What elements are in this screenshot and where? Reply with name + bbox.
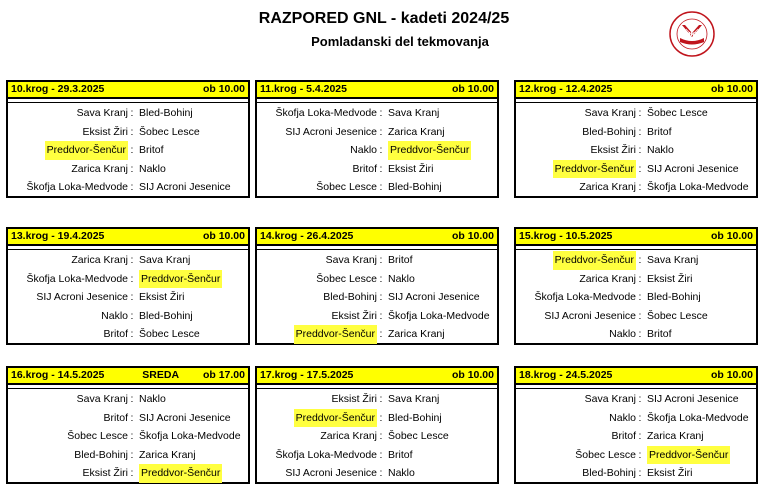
match-row <box>8 251 248 270</box>
away-team: Škofja Loka-Medvode <box>647 411 749 424</box>
away-team: Sava Kranj <box>139 254 191 266</box>
away-team: Bled-Bohinj <box>139 309 193 322</box>
mnz-logo-icon <box>669 11 715 57</box>
home-team: Britof <box>611 430 636 443</box>
page-subtitle: Pomladanski del tekmovanja <box>311 34 489 49</box>
match-separator: : <box>130 430 134 443</box>
home-team: SIJ Acroni Jesenice <box>285 467 377 480</box>
match-row <box>516 409 756 428</box>
away-team: Eksist Žiri <box>647 467 693 480</box>
home-team: Bled-Bohinj <box>323 291 377 304</box>
match-row <box>8 178 248 197</box>
away-team: Šobec Lesce <box>388 430 449 443</box>
match-row <box>516 446 756 465</box>
match-separator: : <box>379 254 383 266</box>
home-team: Zarica Kranj <box>320 430 377 443</box>
match-separator: : <box>130 181 134 194</box>
away-team: Zarica Kranj <box>139 448 196 461</box>
svg-text:MNZ: MNZ <box>685 32 699 38</box>
match-row <box>516 178 756 197</box>
match-separator: : <box>638 125 642 138</box>
round-label: 15.krog - 10.5.2025 <box>519 230 613 242</box>
round-label: 10.krog - 29.3.2025 <box>11 83 105 95</box>
round-header <box>516 368 756 385</box>
away-team: Sava Kranj <box>647 254 699 266</box>
home-team: Preddvor-Šenčur <box>294 325 377 344</box>
away-team: Bled-Bohinj <box>388 181 442 194</box>
match-row <box>8 446 248 465</box>
home-team: Šobec Lesce <box>316 181 377 194</box>
away-team: Preddvor-Šenčur <box>647 446 730 465</box>
match-row <box>8 270 248 289</box>
away-team: Bled-Bohinj <box>388 411 442 424</box>
match-separator: : <box>638 144 642 157</box>
home-team: Preddvor-Šenčur <box>294 409 377 428</box>
round-label: 16.krog - 14.5.2025 <box>11 369 105 381</box>
match-separator: : <box>638 272 642 285</box>
home-team: Sava Kranj <box>584 107 636 119</box>
match-row <box>516 325 756 344</box>
round-time: ob 10.00 <box>202 230 245 242</box>
round-label: 12.krog - 12.4.2025 <box>519 83 613 95</box>
away-team: Šobec Lesce <box>139 328 200 341</box>
home-team: Naklo <box>101 309 128 322</box>
home-team: Eksist Žiri <box>331 393 377 405</box>
round-label: 13.krog - 19.4.2025 <box>11 230 105 242</box>
match-separator: : <box>638 254 642 266</box>
round-header <box>516 229 756 246</box>
away-team: Britof <box>388 448 413 461</box>
match-separator: : <box>130 467 134 480</box>
match-separator: : <box>379 328 383 341</box>
round-time: ob 10.00 <box>451 369 494 381</box>
round-time: ob 17.00 <box>202 369 245 381</box>
match-row <box>516 464 756 483</box>
away-team: Zarica Kranj <box>647 430 704 443</box>
match-separator: : <box>130 309 134 322</box>
home-team: SIJ Acroni Jesenice <box>285 125 377 138</box>
round-header <box>8 368 248 385</box>
round-header <box>257 82 497 99</box>
match-separator: : <box>130 272 134 285</box>
match-separator: : <box>130 328 134 341</box>
match-row <box>516 251 756 270</box>
round-time: ob 10.00 <box>202 83 245 95</box>
home-team: Bled-Bohinj <box>582 125 636 138</box>
home-team: Sava Kranj <box>76 393 128 405</box>
match-row <box>8 325 248 344</box>
round-label: 11.krog - 5.4.2025 <box>260 83 347 95</box>
match-row <box>8 427 248 446</box>
match-separator: : <box>130 162 134 175</box>
away-team: Sava Kranj <box>388 107 440 119</box>
match-separator: : <box>379 107 383 119</box>
away-team: SIJ Acroni Jesenice <box>647 162 739 175</box>
round-label: 17.krog - 17.5.2025 <box>260 369 354 381</box>
match-separator: : <box>638 107 642 119</box>
home-team: Sava Kranj <box>584 393 636 405</box>
away-team: SIJ Acroni Jesenice <box>139 411 231 424</box>
match-separator: : <box>638 328 642 341</box>
away-team: SIJ Acroni Jesenice <box>647 393 739 405</box>
round-time: ob 10.00 <box>451 230 494 242</box>
home-team: Bled-Bohinj <box>74 448 128 461</box>
match-row <box>516 160 756 179</box>
home-team: Eksist Žiri <box>590 144 636 157</box>
away-team: Preddvor-Šenčur <box>139 270 222 289</box>
match-row <box>516 307 756 326</box>
home-team: Preddvor-Šenčur <box>553 160 636 179</box>
round-table <box>514 80 758 198</box>
match-separator: : <box>638 291 642 304</box>
away-team: Bled-Bohinj <box>647 291 701 304</box>
round-header <box>516 82 756 99</box>
home-team: Šobec Lesce <box>67 430 128 443</box>
away-team: Naklo <box>388 272 415 285</box>
round-table <box>6 80 250 198</box>
match-row <box>8 104 248 123</box>
home-team: Zarica Kranj <box>71 162 128 175</box>
round-header <box>8 82 248 99</box>
round-table <box>6 366 250 484</box>
match-row <box>8 409 248 428</box>
match-row <box>8 123 248 142</box>
match-separator: : <box>379 411 383 424</box>
match-row <box>8 307 248 326</box>
away-team: Škofja Loka-Medvode <box>647 181 749 194</box>
match-separator: : <box>379 309 383 322</box>
home-team: Britof <box>103 328 128 341</box>
home-team: Britof <box>103 411 128 424</box>
match-row <box>8 464 248 483</box>
away-team: Bled-Bohinj <box>139 107 193 119</box>
match-separator: : <box>638 181 642 194</box>
match-separator: : <box>130 448 134 461</box>
home-team: Šobec Lesce <box>575 448 636 461</box>
home-team: Bled-Bohinj <box>582 467 636 480</box>
away-team: Britof <box>647 125 672 138</box>
away-team: Eksist Žiri <box>647 272 693 285</box>
match-separator: : <box>379 125 383 138</box>
home-team: Škofja Loka-Medvode <box>534 291 636 304</box>
match-row <box>257 270 497 289</box>
round-header <box>257 368 497 385</box>
match-separator: : <box>130 254 134 266</box>
home-team: Preddvor-Šenčur <box>553 251 636 270</box>
round-table <box>255 80 499 198</box>
match-row <box>257 251 497 270</box>
match-row <box>516 288 756 307</box>
round-header <box>8 229 248 246</box>
home-team: Škofja Loka-Medvode <box>26 272 128 285</box>
home-team: Naklo <box>609 411 636 424</box>
away-team: Zarica Kranj <box>388 125 445 138</box>
away-team: Naklo <box>139 162 166 175</box>
away-team: Šobec Lesce <box>647 309 708 322</box>
away-team: Preddvor-Šenčur <box>139 464 222 483</box>
away-team: Šobec Lesce <box>647 107 708 119</box>
match-separator: : <box>379 181 383 194</box>
round-label: 18.krog - 24.5.2025 <box>519 369 613 381</box>
home-team: Eksist Žiri <box>331 309 377 322</box>
match-separator: : <box>379 144 383 157</box>
round-table <box>514 227 758 345</box>
match-separator: : <box>379 467 383 480</box>
match-separator: : <box>379 393 383 405</box>
match-separator: : <box>130 411 134 424</box>
home-team: Zarica Kranj <box>579 181 636 194</box>
away-team: Sava Kranj <box>388 393 440 405</box>
round-time: ob 10.00 <box>710 369 753 381</box>
away-team: Britof <box>388 254 413 266</box>
match-row <box>257 464 497 483</box>
home-team: Škofja Loka-Medvode <box>275 448 377 461</box>
match-separator: : <box>379 162 383 175</box>
round-table <box>255 227 499 345</box>
match-row <box>257 446 497 465</box>
match-separator: : <box>379 430 383 443</box>
match-separator: : <box>130 144 134 157</box>
round-label: 14.krog - 26.4.2025 <box>260 230 354 242</box>
home-team: Zarica Kranj <box>579 272 636 285</box>
home-team: Šobec Lesce <box>316 272 377 285</box>
home-team: Sava Kranj <box>76 107 128 119</box>
round-header <box>257 229 497 246</box>
match-row <box>516 141 756 160</box>
round-table <box>514 366 758 484</box>
round-table <box>6 227 250 345</box>
round-day: SREDA <box>142 369 180 381</box>
match-row <box>257 390 497 409</box>
match-separator: : <box>130 107 134 119</box>
match-row <box>516 123 756 142</box>
away-team: Naklo <box>647 144 674 157</box>
match-row <box>257 307 497 326</box>
away-team: Britof <box>139 144 164 157</box>
match-separator: : <box>638 448 642 461</box>
away-team: Preddvor-Šenčur <box>388 141 471 160</box>
match-separator: : <box>130 125 134 138</box>
match-row <box>516 390 756 409</box>
match-row <box>8 390 248 409</box>
home-team: SIJ Acroni Jesenice <box>36 291 128 304</box>
match-separator: : <box>638 309 642 322</box>
round-time: ob 10.00 <box>710 230 753 242</box>
home-team: Zarica Kranj <box>71 254 128 266</box>
match-separator: : <box>130 291 134 304</box>
away-team: Škofja Loka-Medvode <box>139 430 241 443</box>
home-team: Britof <box>352 162 377 175</box>
away-team: SIJ Acroni Jesenice <box>139 181 231 194</box>
match-separator: : <box>379 291 383 304</box>
away-team: Britof <box>647 328 672 341</box>
home-team: Eksist Žiri <box>82 125 128 138</box>
match-row <box>516 270 756 289</box>
away-team: Škofja Loka-Medvode <box>388 309 490 322</box>
away-team: Eksist Žiri <box>139 291 185 304</box>
match-row <box>257 141 497 160</box>
round-table <box>255 366 499 484</box>
home-team: SIJ Acroni Jesenice <box>544 309 636 322</box>
home-team: Naklo <box>609 328 636 341</box>
match-row <box>516 104 756 123</box>
round-time: ob 10.00 <box>451 83 494 95</box>
match-separator: : <box>638 430 642 443</box>
match-row <box>8 160 248 179</box>
away-team: Naklo <box>388 467 415 480</box>
away-team: Zarica Kranj <box>388 328 445 341</box>
round-time: ob 10.00 <box>710 83 753 95</box>
match-row <box>8 288 248 307</box>
home-team: Naklo <box>350 144 377 157</box>
match-row <box>257 409 497 428</box>
match-separator: : <box>638 162 642 175</box>
match-row <box>516 427 756 446</box>
away-team: Naklo <box>139 393 166 405</box>
match-separator: : <box>379 272 383 285</box>
home-team: Škofja Loka-Medvode <box>275 107 377 119</box>
match-row <box>257 427 497 446</box>
match-separator: : <box>130 393 134 405</box>
away-team: Šobec Lesce <box>139 125 200 138</box>
match-separator: : <box>638 467 642 480</box>
away-team: SIJ Acroni Jesenice <box>388 291 480 304</box>
match-row <box>8 141 248 160</box>
page-title: RAZPORED GNL - kadeti 2024/25 <box>258 10 510 27</box>
home-team: Škofja Loka-Medvode <box>26 181 128 194</box>
home-team: Preddvor-Šenčur <box>45 141 128 160</box>
match-row <box>257 178 497 197</box>
match-row <box>257 288 497 307</box>
match-separator: : <box>638 411 642 424</box>
match-separator: : <box>379 448 383 461</box>
match-separator: : <box>638 393 642 405</box>
match-row <box>257 325 497 344</box>
home-team: Eksist Žiri <box>82 467 128 480</box>
match-row <box>257 104 497 123</box>
match-row <box>257 123 497 142</box>
home-team: Sava Kranj <box>325 254 377 266</box>
match-row <box>257 160 497 179</box>
away-team: Eksist Žiri <box>388 162 434 175</box>
